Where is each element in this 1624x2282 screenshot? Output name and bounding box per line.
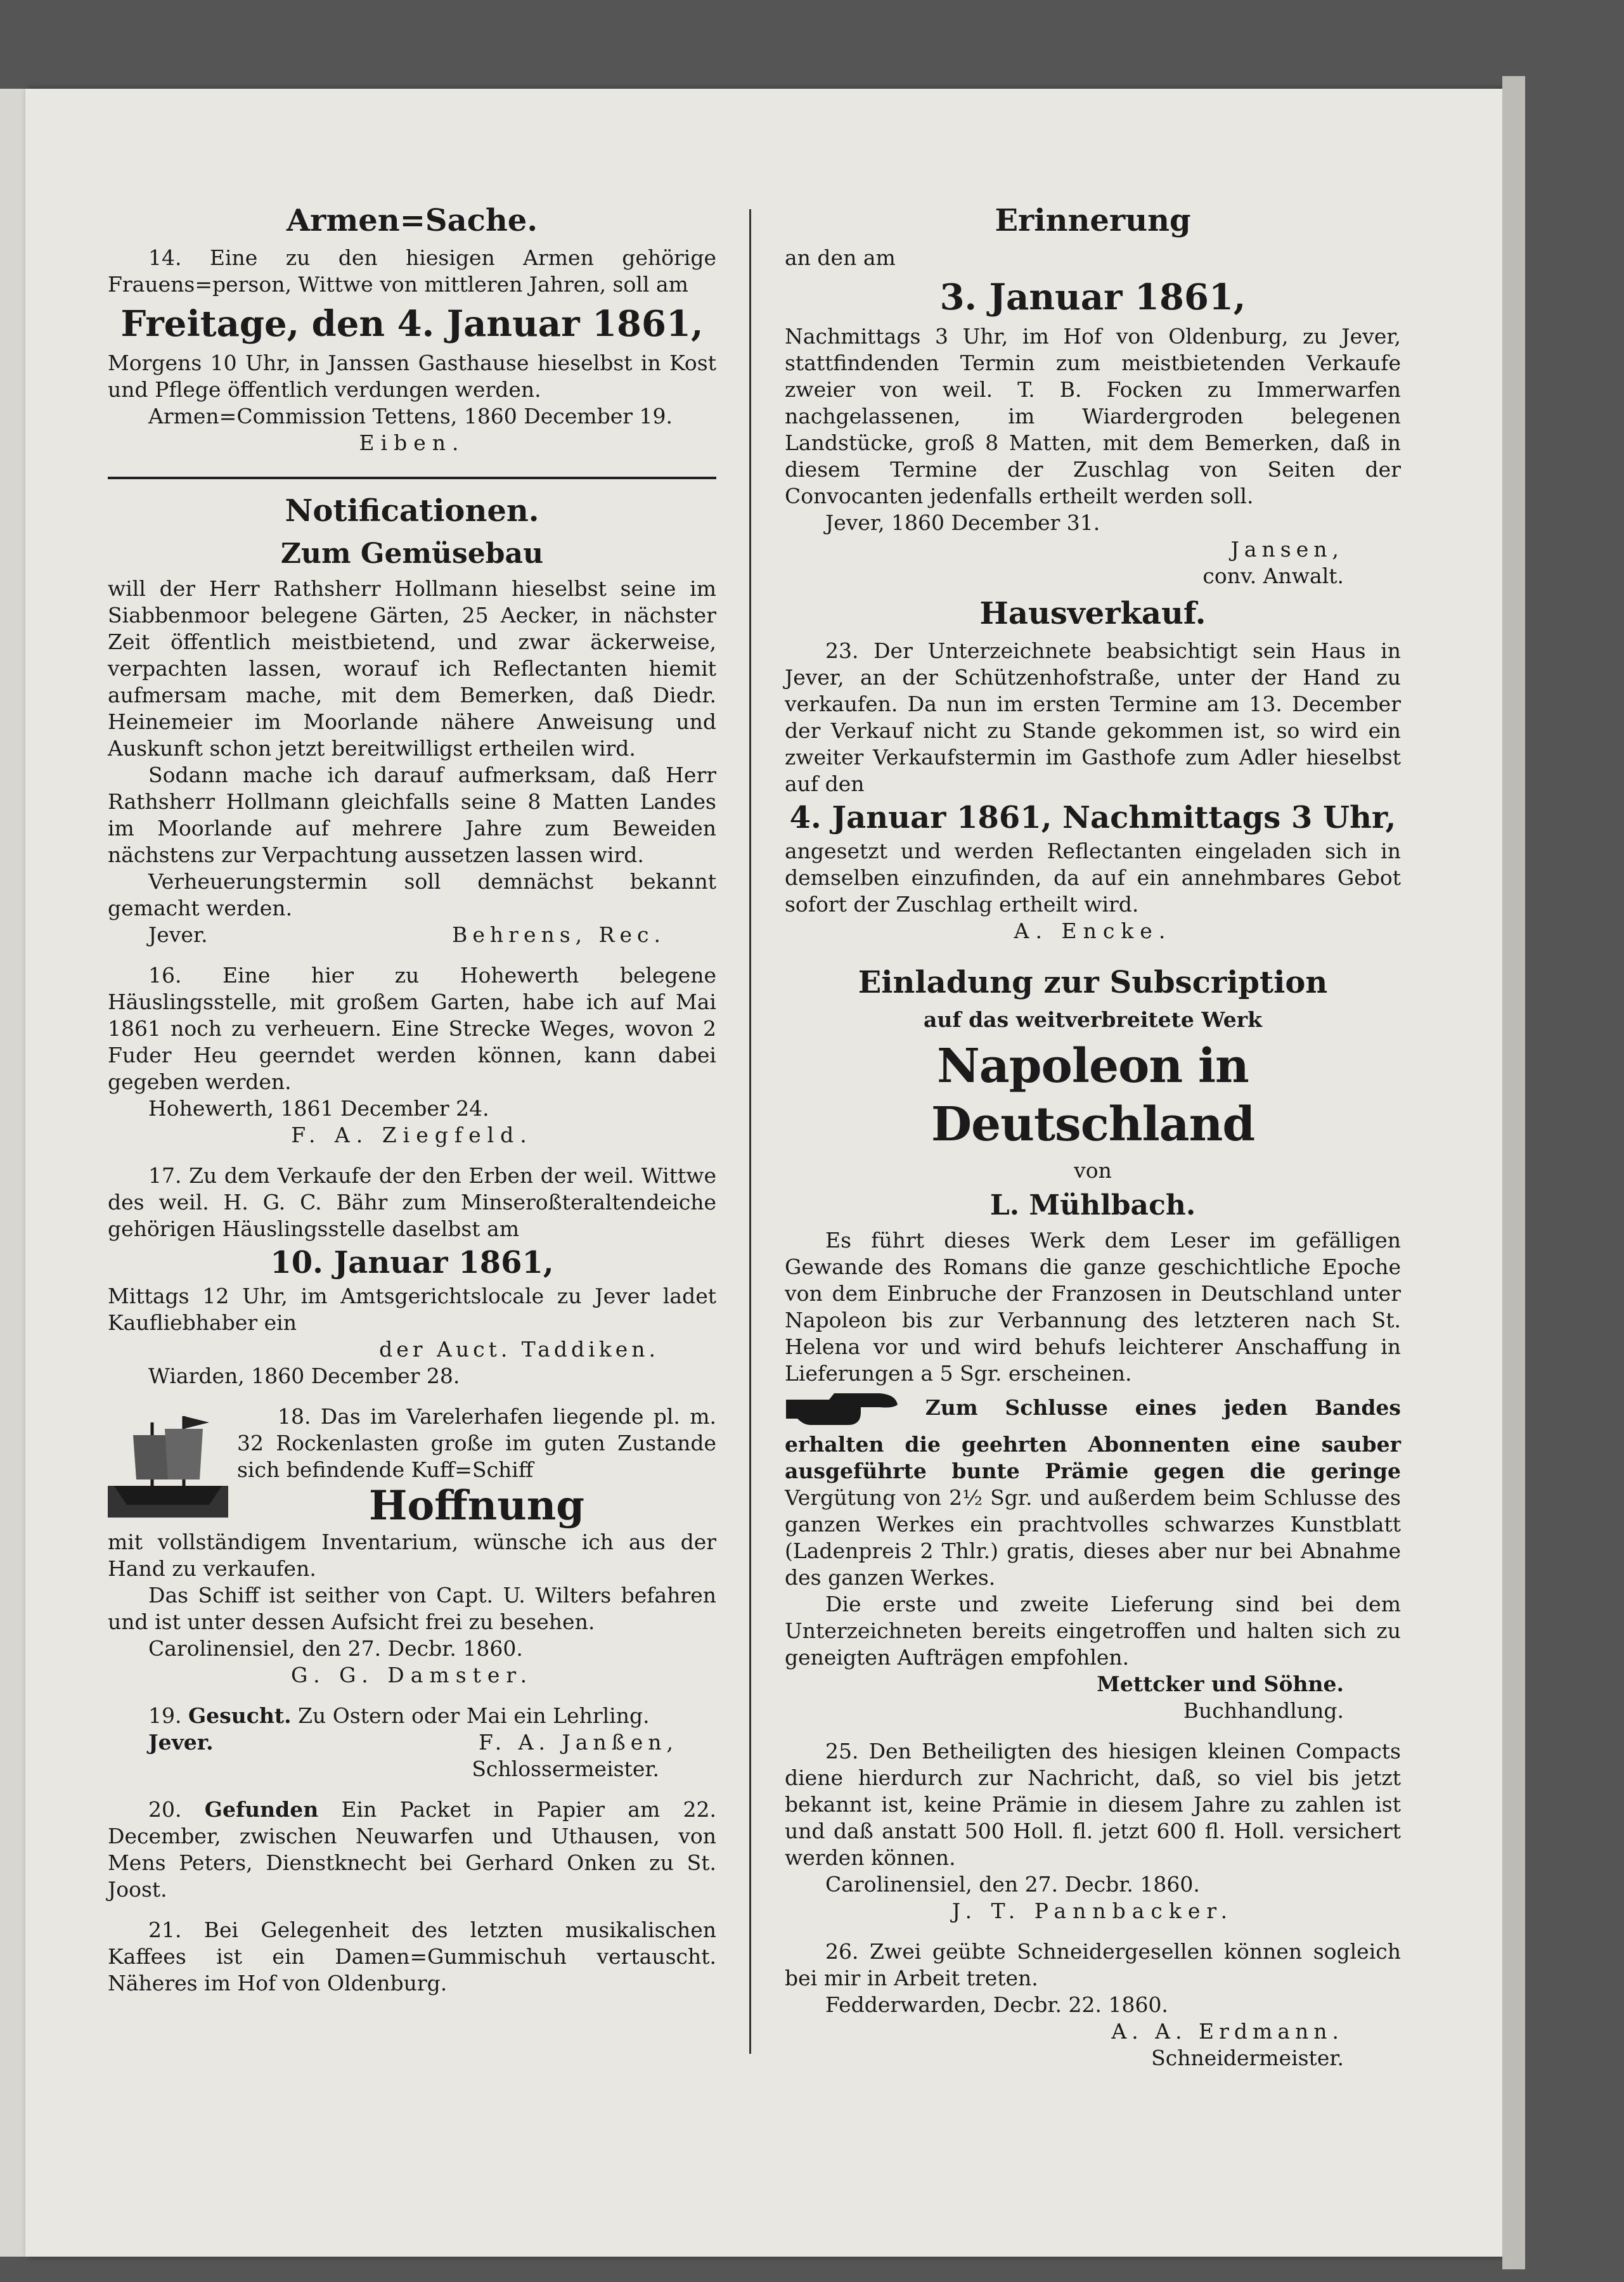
p20-body: Ein Packet in Papier am 22. December, zwischen Neuwarfen und Uthausen, von Mens Peters, Dienstknecht bei Gerhard Onken zu St. Joost. [108, 1797, 716, 1902]
subs-title: Einladung zur Subscription [858, 965, 1328, 1000]
p18-name: Hoffnung [368, 1482, 585, 1529]
p16: 16. Eine hier zu Hohewerth belegene Häuslingsstelle, mit großem Garten, habe ich auf Mai 1861 noch zu verheuern. Eine Strecke Weges, wovon 2 Fuder Heu geerndet werden können, kann dabei gegeben werden. [108, 963, 716, 1094]
p26: 26. Zwei geübte Schneidergesellen können sogleich bei mir in Arbeit treten. [785, 1939, 1401, 1990]
p16-sign: F. A. Ziegfeld. [291, 1123, 533, 1147]
erin-pre: an den am [785, 245, 896, 270]
pointing-hand-icon [785, 1387, 899, 1431]
armen-place: Armen=Commission Tettens, 1860 December 19. [148, 404, 673, 429]
p17-place: Wiarden, 1860 December 28. [148, 1363, 460, 1388]
right-column [785, 197, 1401, 2072]
subs-role: Buchhandlung. [1183, 1698, 1344, 1723]
subs-body: Es führt dieses Werk dem Leser im gefälligen Gewande des Romans die ganze geschichtliche Epoche von dem Einbruche der Franzosen in Deutschland unter Napoleon bis zur Verbannung des letzteren nach St. Helena vor und wird behufs leichterer Anschaffung in Lieferungen a 5 Sgr. erscheinen. [785, 1228, 1401, 1386]
p21: 21. Bei Gelegenheit des letzten musikalischen Kaffees ist ein Damen=Gummischuh vertauscht. Näheres im Hof von Oldenburg. [108, 1918, 716, 1995]
erin-place: Jever, 1860 December 31. [825, 510, 1100, 535]
erin-title: Erinnerung [995, 203, 1191, 238]
p18-body: mit vollständigem Inventarium, wünsche ich aus der Hand zu verkaufen. [108, 1530, 716, 1581]
p18-place: Carolinensiel, den 27. Decbr. 1860. [148, 1636, 523, 1661]
p20-num: 20. [148, 1797, 182, 1822]
p16-place: Hohewerth, 1861 December 24. [148, 1096, 489, 1121]
haus-body: 23. Der Unterzeichnete beabsichtigt sein Haus in Jever, an der Schützenhofstraße, unter der Hand zu verkaufen. Da nun im ersten Termine am 13. December der Verkauf nicht zu Stande gekommen ist, so wird ein zweiter Verkaufstermin im Gasthofe zum Adler hieselbst auf den [785, 638, 1401, 796]
subs-von: von [1074, 1158, 1112, 1183]
p17: 17. Zu dem Verkaufe der den Erben der weil. Wittwe des weil. H. G. C. Bähr zum Minseroßteraltendeiche gehörigen Häuslingsstelle daselbst am [108, 1163, 716, 1241]
gemuese-sign: Behrens, Rec. [452, 922, 666, 947]
haus-title: Hausverkauf. [979, 596, 1206, 631]
left-column [108, 197, 716, 1997]
p18-sign: G. G. Damster. [290, 1663, 534, 1687]
subs-bold: Zum Schlusse eines jeden Bandes erhalten die geehrten Abonnenten eine sauber ausgeführte bunte Prämie gegen die geringe [785, 1395, 1401, 1483]
p25-sign: J. T. Pannbacker. [951, 1898, 1234, 1923]
p19-body: Zu Ostern oder Mai ein Lehrling. [298, 1703, 650, 1728]
p17-sign: der Auct. Taddiken. [379, 1337, 659, 1362]
subs-body3: Die erste und zweite Lieferung sind bei dem Unterzeichneten bereits eingetroffen und halten sich zu geneigten Aufträgen empfohlen. [785, 1592, 1401, 1670]
gemuese-p3: Verheuerungstermin soll demnächst bekannt gemacht werden. [108, 869, 716, 920]
p26-role: Schneidermeister. [1151, 2046, 1344, 2070]
haus-body2: angesetzt und werden Reflectanten eingeladen sich in demselben einzufinden, da auf ein annehmbares Gebot sofort der Zuschlag ertheilt wird. [785, 839, 1401, 917]
p20-head: Gefunden [204, 1797, 319, 1822]
p19-role: Schlossermeister. [472, 1757, 659, 1781]
armen-date: Freitage, den 4. Januar 1861, [120, 303, 704, 345]
p19-head: Gesucht. [188, 1703, 292, 1728]
haus-date: 4. Januar 1861, Nachmittags 3 Uhr, [789, 800, 1396, 835]
p17-date: 10. Januar 1861, [270, 1245, 554, 1280]
p26-sign: A. A. Erdmann. [1111, 2019, 1344, 2044]
notif-title: Notificationen. [285, 493, 539, 529]
gemuese-p2: Sodann mache ich darauf aufmerksam, daß Herr Rathsherr Hollmann gleichfalls seine 8 Matten Landes im Moorlande auf mehrere Jahre zum Beweiden nächstens zur Verpachtung aussetzen lassen wird. [108, 763, 716, 867]
p25-place: Carolinensiel, den 27. Decbr. 1860. [825, 1872, 1200, 1897]
armen-title: Armen=Sache. [286, 203, 538, 238]
armen-sign: Eiben. [359, 430, 465, 455]
column-divider [749, 209, 751, 2054]
haus-sign: A. Encke. [1014, 919, 1172, 943]
gemuese-title: Zum Gemüsebau [280, 538, 544, 570]
page-edge-left [0, 89, 25, 2257]
subs-sign: Mettcker und Söhne. [1097, 1672, 1344, 1696]
p19-place: Jever. [148, 1730, 214, 1755]
page-edge-right [1502, 76, 1525, 2269]
subs-work: Napoleon in Deutschland [931, 1039, 1255, 1152]
erin-role: conv. Anwalt. [1202, 564, 1344, 588]
erin-body: Nachmittags 3 Uhr, im Hof von Oldenburg, zu Jever, stattfindenden Termin zum meistbietenden Verkaufe zweier von weil. T. B. Focken zu Immerwarfen nachgelassenen, im Wiardergroden belegenen Landstücke, groß 8 Matten, mit dem Bemerken, daß in diesem Termine der Zuschlag von Seiten der Convocanten jedenfalls ertheilt werden soll. [785, 324, 1401, 508]
p26-place: Fedderwarden, Decbr. 22. 1860. [825, 1992, 1168, 2017]
armen-body: 14. Eine zu den hiesigen Armen gehörige Frauens=person, Wittwe von mittleren Jahren, soll am [108, 245, 716, 297]
subs-sub: auf das weitverbreitete Werk [924, 1007, 1262, 1032]
subs-author: L. Mühlbach. [989, 1189, 1196, 1222]
p17-body: Mittags 12 Uhr, im Amtsgerichtslocale zu Jever ladet Kaufliebhaber ein [108, 1284, 716, 1335]
erin-sign: Jansen, [1230, 537, 1344, 562]
ship-icon [108, 1410, 228, 1518]
gemuese-p1: will der Herr Rathsherr Hollmann hieselbst seine im Siabbenmoor belegene Gärten, 25 Aecker, in nächster Zeit öffentlich meistbietend, und zwar äckerweise, verpachten lassen, worauf ich Reflectanten hiemit aufmersam mache, mit dem Bemerken, daß Diedr. Heinemeier im Moorlande nähere Anweisung und Auskunft schon jetzt bereitwilligst ertheilen wird. [108, 576, 716, 761]
p19-num: 19. [148, 1703, 182, 1728]
p18-body2: Das Schiff ist seither von Capt. U. Wilters befahren und ist unter dessen Aufsicht frei zu besehen. [108, 1583, 716, 1634]
gemuese-place: Jever. [148, 922, 208, 947]
section-rule [108, 477, 716, 479]
p19-sign: F. A. Janßen, [478, 1730, 678, 1755]
p18: 18. Das im Varelerhafen liegende pl. m. 32 Rockenlasten große im guten Zustande sich befindende Kuff=Schiff [237, 1404, 716, 1482]
p25: 25. Den Betheiligten des hiesigen kleinen Compacts diene hierdurch zur Nachricht, daß, so viel bis jetzt bekannt ist, keine Prämie in diesem Jahre zu zahlen ist und daß anstatt 500 Holl. fl. jetzt 600 fl. Holl. versichert werden können. [785, 1739, 1401, 1870]
erin-date: 3. Januar 1861, [939, 276, 1246, 318]
subs-body2: Vergütung von 2½ Sgr. und außerdem beim Schlusse des ganzen Werkes ein prachtvolles schwarzes Kunstblatt (Ladenpreis 2 Thlr.) gratis, dieses aber nur bei Abnahme des ganzen Werkes. [785, 1485, 1401, 1590]
armen-body2: Morgens 10 Uhr, in Janssen Gasthause hieselbst in Kost und Pflege öffentlich verdungen werden. [108, 351, 716, 402]
